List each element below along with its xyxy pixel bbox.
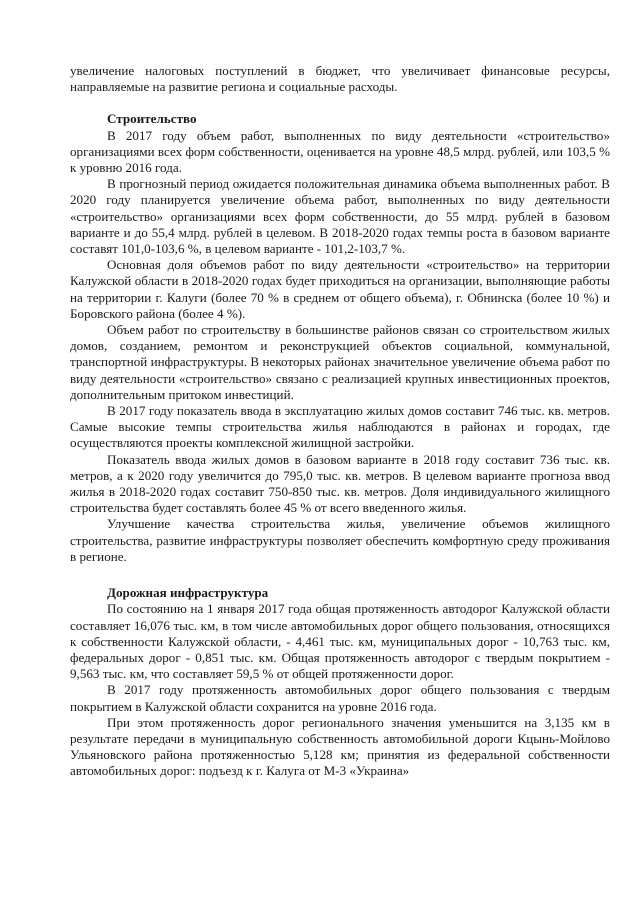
document-page [70, 63, 610, 780]
construction-paragraph-7: Улучшение качества строительства жилья, увеличение объемов жилищного строительства, развитие инфраструктуры позволяет обеспечить комфортную среду проживания в регионе. [70, 516, 610, 564]
construction-paragraph-1: В 2017 году объем работ, выполненных по виду деятельности «строительство» организациями всех форм собственности, оценивается на уровне 48,5 млрд. рублей, или 103,5 % к уровню 2016 года. [70, 127, 610, 176]
intro-paragraph: увеличение налоговых поступлений в бюджет, что увеличивает финансовые ресурсы, направляемые на развитие региона и социальные расходы. [70, 63, 610, 95]
roads-paragraph-2: В 2017 году протяженность автомобильных дорог общего пользования с твердым покрытием в Калужской области сохранится на уровне 2016 года. [70, 682, 610, 714]
construction-paragraph-4: Объем работ по строительству в большинстве районов связан со строительством жилых домов, созданием, ремонтом и реконструкцией объектов социальной, коммунальной, транспортной инфраструктуры. В некоторых районах значительное увеличение объема работ по виду деятельности «строительство» связано с реализацией крупных инвестиционных проектов, дополнительным притоком инвестиций. [70, 322, 610, 402]
section-gap [70, 565, 610, 581]
roads-heading: Дорожная инфраструктура [107, 585, 269, 601]
roads-paragraph-3: При этом протяженность дорог регионального значения уменьшится на 3,135 км в результате передачи в муниципальную собственность автомобильной дороги Кцынь-Мойлово Ульяновского района протяженностью 5,128 км; принятия из федеральной собственности автомобильных дорог: подъезд к г. Калуга от М-3 «Украина» [70, 714, 610, 779]
construction-paragraph-5: В 2017 году показатель ввода в эксплуатацию жилых домов составит 746 тыс. кв. метров. Самые высокие темпы строительства жилья наблюдаются в районах и городах, где осуществляются проекты комплексной жилищной застройки. [70, 403, 610, 451]
construction-heading: Строительство [107, 111, 197, 127]
section-gap [70, 95, 610, 111]
construction-paragraph-6: Показатель ввода жилых домов в базовом варианте в 2018 году составит 736 тыс. кв. метров, а к 2020 году увеличится до 795,0 тыс. кв. метров. В целевом варианте прогноза ввод жилья в 2018-2020 годах составит 750-850 тыс. кв. метров. Доля индивидуального жилищного строительства будет составлять более 45 % от всего введенного жилья. [70, 451, 610, 516]
construction-paragraph-2: В прогнозный период ожидается положительная динамика объема выполненных работ. В 2020 году планируется увеличение объема работ, выполненных по виду деятельности «строительство» организациями всех форм собственности, до 55 млрд. рублей в базовом варианте и до 55,4 млрд. рублей в целевом. В 2018-2020 годах темпы роста в базовом варианте составят 101,0-103,6 %, в целевом варианте - 101,2-103,7 %. [70, 176, 610, 257]
construction-paragraph-3: Основная доля объемов работ по виду деятельности «строительство» на территории Калужской области в 2018-2020 годах будет приходиться на организации, выполняющие работы на территории г. Калуги (более 70 % в среднем от общего объема), г. Обнинска (более 10 %) и Боровского района (более 4 %). [70, 257, 610, 321]
roads-paragraph-1: По состоянию на 1 января 2017 года общая протяженность автодорог Калужской области составляет 16,076 тыс. км, в том числе автомобильных дорог общего пользования, относящихся к собственности Калужской области, - 4,461 тыс. км, муниципальных дорог - 10,763 тыс. км, федеральных дорог - 0,851 тыс. км. Общая протяженность автодорог с твердым покрытием - 9,563 тыс. км, что составляет 59,5 % от общей протяженности дорог. [70, 601, 610, 682]
